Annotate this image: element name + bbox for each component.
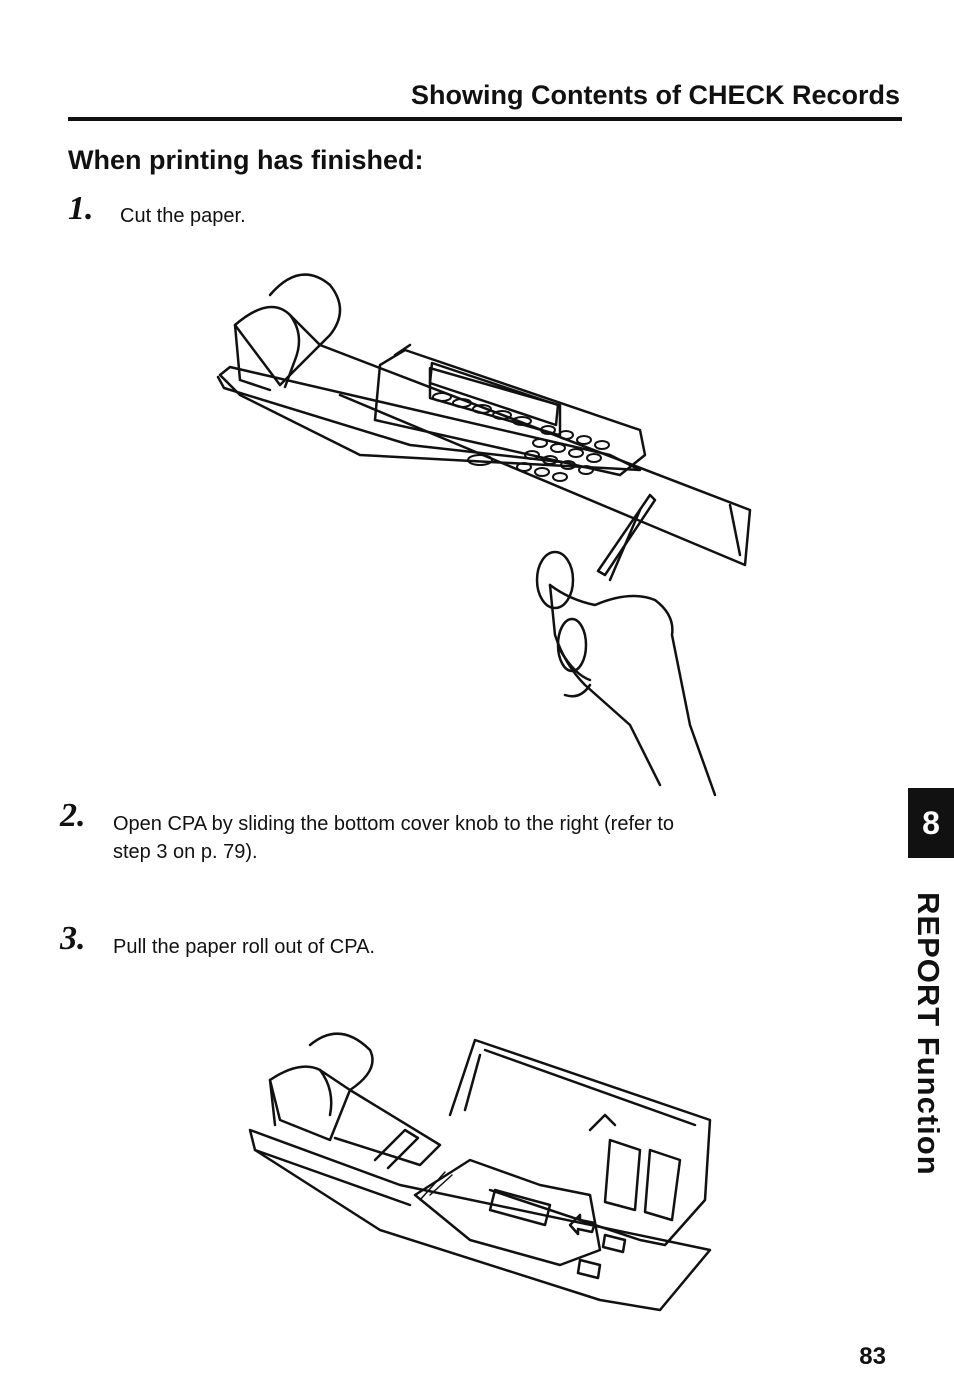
chapter-tab: 8 <box>908 788 954 858</box>
running-head: Showing Contents of CHECK Records <box>410 80 900 110</box>
step-text-1: Cut the paper. <box>120 205 246 227</box>
step-number-2: 2. <box>60 797 86 834</box>
step-number-1: 1. <box>68 190 94 227</box>
chapter-label-vertical <box>900 892 954 1182</box>
step-number-3: 3. <box>60 920 86 957</box>
section-title: When printing has finished: <box>68 145 424 175</box>
cut-paper-illustration <box>210 255 770 800</box>
header-rule <box>68 117 902 121</box>
step-text-2: Open CPA by sliding the bottom cover knob to the right (refer to <box>113 813 675 835</box>
open-cpa-illustration <box>240 1020 720 1320</box>
page-number: 83 <box>859 1343 886 1370</box>
chapter-label: REPORT Function <box>911 892 946 1176</box>
step-text-2-cont: step 3 on p. 79). <box>113 841 258 863</box>
step-text-3: Pull the paper roll out of CPA. <box>113 936 375 958</box>
